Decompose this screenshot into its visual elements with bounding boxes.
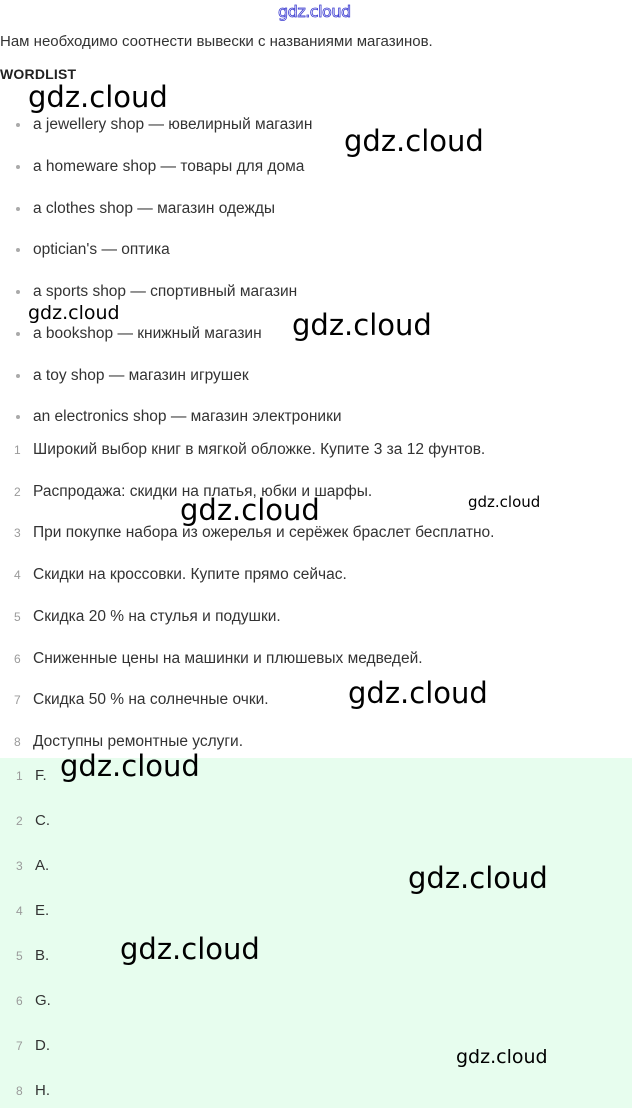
answer-number: 1 — [16, 769, 23, 783]
sign-number: 4 — [14, 568, 21, 582]
sign-text: Распродажа: скидки на платья, юбки и шарфы. — [33, 483, 373, 500]
answer-number: 7 — [16, 1039, 23, 1053]
sign-text: Доступны ремонтные услуги. — [33, 733, 244, 750]
sign-number: 8 — [14, 735, 21, 749]
wordlist-item-text: a bookshop — книжный магазин — [33, 325, 262, 342]
watermark: gdz.cloud — [468, 493, 541, 511]
sign-number: 7 — [14, 693, 21, 707]
answer-letter: E. — [35, 902, 50, 919]
sign-text: Скидка 50 % на солнечные очки. — [33, 691, 269, 708]
bullet-icon — [16, 165, 20, 169]
watermark: gdz.cloud — [292, 308, 432, 342]
answer-letter: H. — [35, 1082, 50, 1099]
sign-text: Скидка 20 % на стулья и подушки. — [33, 608, 281, 625]
watermark: gdz.cloud — [28, 302, 120, 324]
answer-number: 2 — [16, 814, 23, 828]
answer-number: 8 — [16, 1084, 23, 1098]
sign-text: Сниженные цены на машинки и плюшевых медведей. — [33, 650, 423, 667]
answer-letter: G. — [35, 992, 51, 1009]
watermark: gdz.cloud — [456, 1046, 548, 1068]
wordlist-item-text: an electronics shop — магазин электроники — [33, 408, 342, 425]
sign-number: 3 — [14, 526, 21, 540]
bullet-icon — [16, 290, 20, 294]
sign-number: 5 — [14, 610, 21, 624]
wordlist-item-text: a homeware shop — товары для дома — [33, 158, 305, 175]
watermark: gdz.cloud — [60, 749, 200, 783]
wordlist-item-text: a sports shop — спортивный магазин — [33, 283, 298, 300]
watermark: gdz.cloud — [120, 932, 260, 966]
bullet-icon — [16, 207, 20, 211]
answer-number: 5 — [16, 949, 23, 963]
sign-number: 1 — [14, 443, 21, 457]
wordlist-item-text: optician's — оптика — [33, 241, 170, 258]
wordlist-item-text: a toy shop — магазин игрушек — [33, 367, 249, 384]
bullet-icon — [16, 332, 20, 336]
wordlist-item-text: a clothes shop — магазин одежды — [33, 200, 276, 217]
sign-text: Широкий выбор книг в мягкой обложке. Купите 3 за 12 фунтов. — [33, 441, 486, 458]
watermark: gdz.cloud — [28, 80, 168, 114]
sign-number: 2 — [14, 485, 21, 499]
answer-letter: A. — [35, 857, 50, 874]
bullet-icon — [16, 374, 20, 378]
intro-text: Нам необходимо соотнести вывески с названиями магазинов. — [0, 33, 433, 50]
sign-text: Скидки на кроссовки. Купите прямо сейчас. — [33, 566, 347, 583]
watermark: gdz.cloud — [408, 861, 548, 895]
answer-number: 3 — [16, 859, 23, 873]
answer-number: 6 — [16, 994, 23, 1008]
answer-letter: D. — [35, 1037, 50, 1054]
watermark: gdz.cloud — [348, 676, 488, 710]
wordlist-heading: WORDLIST — [0, 66, 77, 82]
watermark: gdz.cloud — [344, 124, 484, 158]
wordlist-item-text: a jewellery shop — ювелирный магазин — [33, 116, 313, 133]
answer-letter: F. — [35, 767, 47, 784]
bullet-icon — [16, 123, 20, 127]
answer-letter: C. — [35, 812, 50, 829]
answer-letter: B. — [35, 947, 50, 964]
bullet-icon — [16, 415, 20, 419]
watermark: gdz.cloud — [180, 493, 320, 527]
site-logo-text[interactable]: gdz.cloud — [278, 2, 351, 21]
answer-number: 4 — [16, 904, 23, 918]
sign-number: 6 — [14, 652, 21, 666]
sign-text: При покупке набора из ожерелья и серёжек браслет бесплатно. — [33, 524, 495, 541]
bullet-icon — [16, 248, 20, 252]
